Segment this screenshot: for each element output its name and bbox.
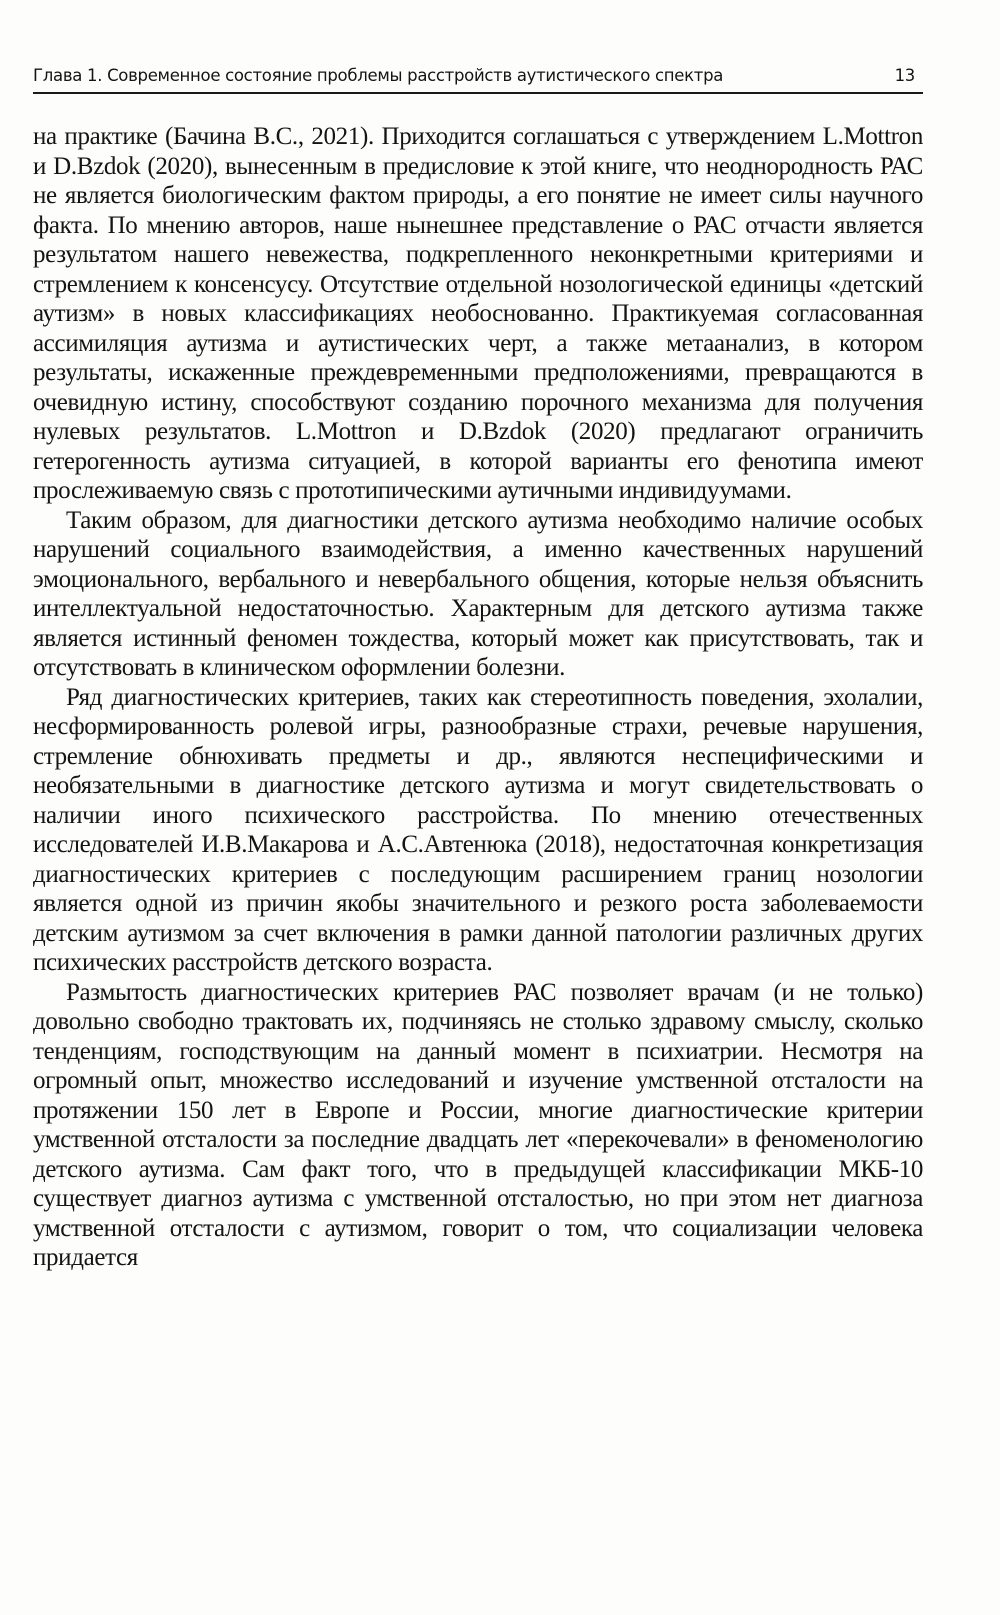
paragraph-continued: на практике (Бачина В.С., 2021). Приходится соглашаться с утверждением L.Mottron и D.Bzdok (2020), вынесенным в предисловие к этой книге, что неоднородность РАС не является биологическим фактом природы, а его понятие не имеет силы научного факта. По мнению авторов, наше нынешнее представление о РАС отчасти является результатом нашего невежества, подкрепленного неконкретными критериями и стремлением к консенсусу. Отсутствие отдельной нозологической единицы «детский аутизм» в новых классификациях необоснованно. Практикуемая согласованная ассимиляция аутизма и аутистических черт, а также метаанализ, в котором результаты, искаженные преждевременными предположениями, превращаются в очевидную истину, способствуют созданию порочного механизма для получения нулевых результатов. L.Mottron и D.Bzdok (2020) предлагают ограничить гетерогенность аутизма ситуацией, в которой варианты его фенотипа имеют прослеживаемую связь с прототипическими аутичными индивидуумами. — [33, 123, 923, 504]
paragraph-criteria: Ряд диагностических критериев, таких как стереотипность поведения, эхолалии, несформированность ролевой игры, разнообразные страхи, речевые нарушения, стремление обнюхивать предметы и др., являются неспецифическими и необязательными в диагностике детского аутизма и могут свидетельствовать о наличии иного психического расстройства. По мнению отечественных исследователей И.В.Макарова и А.С.Автенюка (2018), недостаточная конкретизация диагностических критериев с последующим расширением границ нозологии является одной из причин якобы значительного и резкого роста заболеваемости детским аутизмом за счет включения в рамки данной патологии различных других психических расстройств детского возраста. — [33, 683, 923, 976]
body-text — [33, 122, 923, 1273]
page-number: 13 — [894, 66, 915, 85]
chapter-title: Глава 1. Современное состояние проблемы расстройств аутистического спектра — [33, 66, 724, 85]
paragraph-vagueness: Размытость диагностических критериев РАС позволяет врачам (и не только) довольно свободно трактовать их, подчиняясь не столько здравому смыслу, сколько тенденциям, господствующим на данный момент в психиатрии. Несмотря на огромный опыт, множество исследований и изучение умственной отсталости на протяжении 150 лет в Европе и России, многие диагностические критерии умственной отсталости за последние двадцать лет «перекочевали» в феноменологию детского аутизма. Сам факт того, что в предыдущей классификации МКБ-10 существует диагноз аутизма с умственной отсталостью, но при этом нет диагноза умственной отсталости с аутизмом, говорит о том, что социализации человека придается — [33, 978, 923, 1271]
running-header — [33, 62, 923, 94]
paragraph-diagnostics: Таким образом, для диагностики детского аутизма необходимо наличие особых нарушений социального взаимодействия, а именно качественных нарушений эмоционального, вербального и невербального общения, которые нельзя объяснить интеллектуальной недостаточностью. Характерным для детского аутизма также является истинный феномен тождества, который может как присутствовать, так и отсутствовать в клиническом оформлении болезни. — [33, 506, 923, 681]
